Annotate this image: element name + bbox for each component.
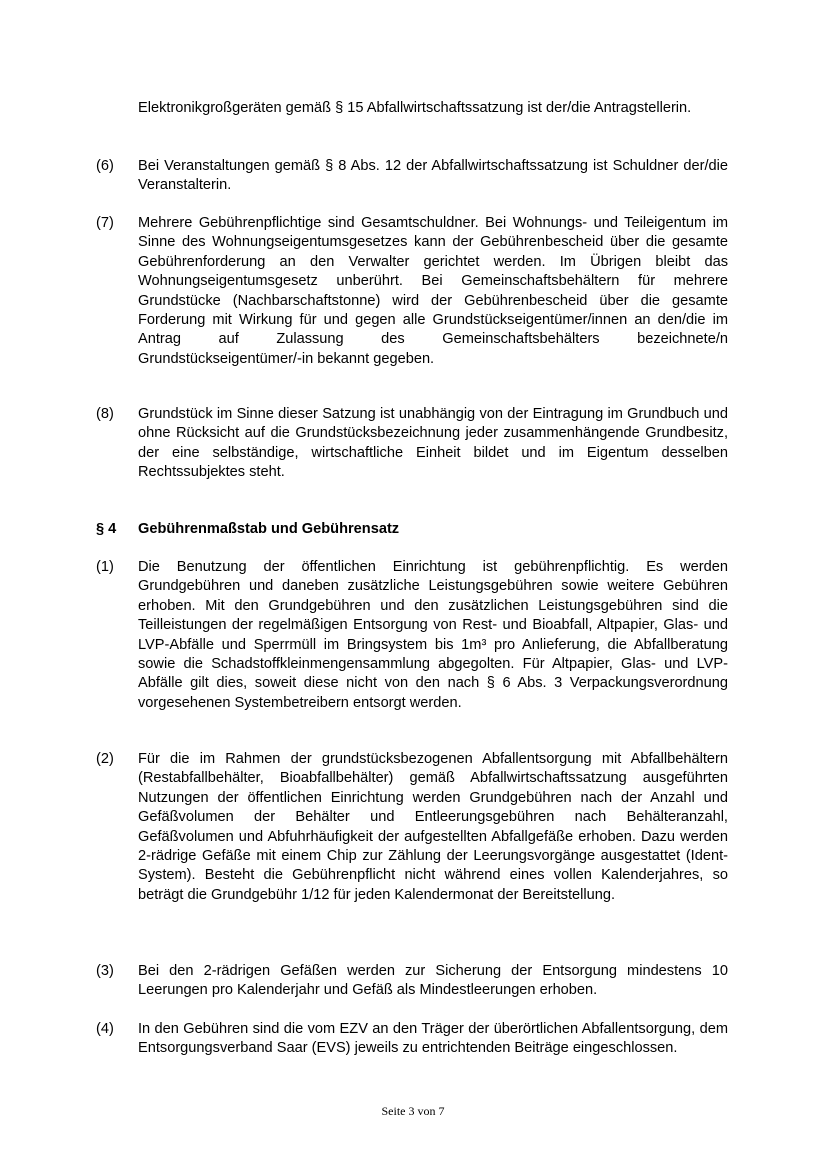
paragraph-3-8	[96, 405, 728, 483]
paragraph-3-7	[96, 214, 728, 369]
paragraph-3-6	[96, 157, 728, 196]
paragraph-number: (1)	[96, 559, 114, 575]
paragraph-4-4	[96, 1020, 728, 1059]
paragraph-number: (6)	[96, 158, 114, 174]
paragraph-4-1	[96, 558, 728, 713]
paragraph-text: Grundstück im Sinne dieser Satzung ist unabhängig von der Eintragung im Grundbuch und ohne Rücksicht auf die Grundstücksbezeichnung jeder zusammenhängende Grundbesitz, der eine selbständige, wirtschaftliche Einheit bildet und im Eigentum desselben Rechtssubjektes steht.	[138, 406, 728, 481]
paragraph-number: (3)	[96, 963, 114, 979]
paragraph-number: (2)	[96, 751, 114, 767]
paragraph-text: In den Gebühren sind die vom EZV an den Träger der überörtlichen Abfallentsorgung, dem Entsorgungsverband Saar (EVS) jeweils zu entrichtenden Beiträge eingeschlossen.	[138, 1021, 728, 1057]
paragraph-text: Die Benutzung der öffentlichen Einrichtung ist gebührenpflichtig. Es werden Grundgebühren und daneben zusätzliche Leistungsgebühren sowie weitere Gebühren erhoben. Mit den Grundgebühren und den zusätzlichen Leistungsgebühren sind die Teilleistungen der regelmäßigen Entsorgung von Rest- und Bioabfall, Altpapier, Glas- und LVP-Abfälle und Sperrmüll im Bringsystem bis 1m³ pro Anlieferung, die Abfallberatung sowie die Schadstoffkleinmengensammlung abgegolten. Für Altpapier, Glas- und LVP-Abfälle gilt dies, soweit diese nicht von den nach § 6 Abs. 3 Verpackungsverordnung vorgesehenen Systembetreibern entsorgt werden.	[138, 559, 728, 711]
paragraph-number: (8)	[96, 406, 114, 422]
section-number: § 4	[96, 521, 117, 537]
paragraph-number: (7)	[96, 215, 114, 231]
paragraph-4-3	[96, 962, 728, 1001]
paragraph-text: Für die im Rahmen der grundstücksbezogenen Abfallentsorgung mit Abfallbehältern (Restabfallbehälter, Bioabfallbehälter) gemäß Abfallwirtschaftssatzung ausgeführten Nutzungen der öffentlichen Einrichtung werden Grundgebühren nach der Anzahl und Gefäßvolumen der Behälter und Entleerungsgebühren nach Behälteranzahl, Gefäßvolumen und Abfuhrhäufigkeit der aufgestellten Abfallgefäße erhoben. Dazu werden 2-rädrige Gefäße mit einem Chip zur Zählung der Leerungsvorgänge ausgestattet (Ident-System). Besteht die Gebührenpflicht nicht während eines vollen Kalenderjahres, so beträgt die Grundgebühr 1/12 für jeden Kalendermonat der Bereitstellung.	[138, 751, 728, 903]
page-footer: Seite 3 von 7	[381, 1104, 445, 1118]
section-heading	[96, 520, 399, 539]
paragraph-4-2	[96, 750, 728, 905]
paragraph-number: (4)	[96, 1021, 114, 1037]
continuation-text: Elektronikgroßgeräten gemäß § 15 Abfallwirtschaftssatzung ist der/die Antragstellerin.	[138, 100, 692, 116]
paragraph-text: Mehrere Gebührenpflichtige sind Gesamtschuldner. Bei Wohnungs- und Teileigentum im Sinne des Wohnungseigentumsgesetzes kann der Gebührenbescheid über die gesamte Gebührenforderung an den Verwalter gerichtet werden. Im Übrigen bleibt das Wohnungseigentumsgesetz unberührt. Bei Gemeinschaftsbehältern für mehrere Grundstücke (Nachbarschaftstonne) wird der Gebührenbescheid über die gesamte Forderung mit Wirkung für und gegen alle Grundstückseigentümer/innen an den/die im Antrag auf Zulassung des Gemeinschaftsbehälters bezeichnete/n Grundstückseigentümer/-in bekannt gegeben.	[138, 215, 728, 367]
paragraph-text: Bei Veranstaltungen gemäß § 8 Abs. 12 der Abfallwirtschaftssatzung ist Schuldner der/die Veranstalterin.	[138, 158, 728, 194]
section-title: Gebührenmaßstab und Gebührensatz	[138, 521, 400, 537]
paragraph-text: Bei den 2-rädrigen Gefäßen werden zur Sicherung der Entsorgung mindestens 10 Leerungen pro Kalenderjahr und Gefäß als Mindestleerungen erhoben.	[138, 963, 728, 999]
